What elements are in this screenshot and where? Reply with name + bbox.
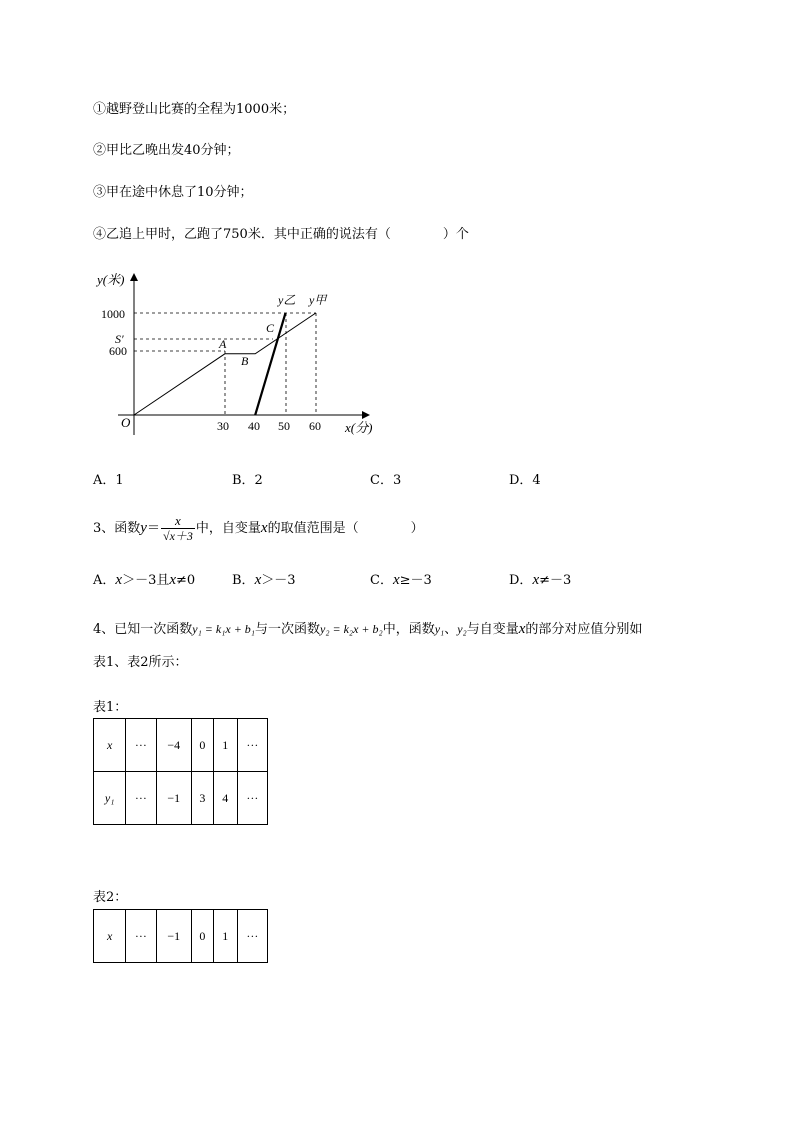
statement-3: ③甲在途中休息了10分钟； — [93, 185, 253, 200]
table2-cell: 0 — [191, 910, 213, 963]
tick-label-40: 40 — [248, 419, 260, 433]
q4-func2: y₂ = k₂x + b₂ — [320, 622, 383, 636]
x-axis-label: x(分) — [345, 420, 373, 435]
tick-label-1000: 1000 — [101, 307, 125, 321]
q3-option-b: B．x＞－3 — [232, 572, 296, 588]
table1-cell: 4 — [213, 772, 237, 825]
table1-cell: 3 — [191, 772, 213, 825]
distance-time-graph — [90, 265, 390, 445]
tick-label-600: 600 — [109, 344, 127, 358]
line-label-jia: y甲 — [309, 293, 327, 307]
origin-label: O — [121, 415, 131, 430]
q2-option-b: B．2 — [232, 473, 263, 488]
point-label-c: C — [266, 321, 275, 335]
point-label-b: B — [241, 354, 249, 368]
q3-option-c: C．x≥－3 — [370, 572, 432, 588]
question-4-line-1: 4、已知一次函数y₁ = k₁x + b₁与一次函数y₂ = k₂x + b₂中，函数y₁、y₂与自变量x的部分对应值分别如 — [93, 621, 643, 637]
q2-option-c: C．3 — [370, 473, 402, 488]
table1-cell: −4 — [156, 719, 191, 772]
q3-suffix2: 的取值范围是（ ） — [267, 521, 424, 536]
table1-cell: ··· — [237, 772, 267, 825]
table1-cell: ··· — [126, 719, 156, 772]
table1-cell: 1 — [213, 719, 237, 772]
table1-cell: y₁ — [94, 772, 126, 825]
q3-frac-num: x — [175, 512, 181, 528]
q2-option-a: A．1 — [93, 473, 124, 488]
tick-label-50: 50 — [278, 419, 290, 433]
table2-cell: x — [94, 910, 126, 963]
tick-label-sprime: S′ — [115, 332, 124, 346]
q3-y: y — [140, 520, 147, 536]
tick-label-60: 60 — [309, 419, 321, 433]
question-4-line-2: 表1、表2所示： — [93, 655, 188, 670]
q3-fraction — [161, 514, 195, 544]
table2-cell: ··· — [237, 910, 267, 963]
tick-label-30: 30 — [217, 419, 229, 433]
table2-cell: −1 — [156, 910, 191, 963]
table1-cell: ··· — [126, 772, 156, 825]
question-3 — [93, 513, 424, 544]
table-1 — [93, 718, 268, 825]
q3-prefix: 3、函数 — [93, 521, 141, 536]
table-2 — [93, 909, 268, 963]
statement-2: ②甲比乙晚出发40分钟； — [93, 143, 240, 158]
table1-cell: x — [94, 719, 126, 772]
q3-suffix1: 中，自变量 — [195, 521, 261, 536]
statement-4: ④乙追上甲时，乙跑了750米．其中正确的说法有（ ）个 — [93, 227, 469, 242]
q3-option-d: D．x≠－3 — [509, 572, 572, 588]
table2-caption: 表2： — [93, 890, 128, 905]
table1-cell: −1 — [156, 772, 191, 825]
table1-cell: ··· — [237, 719, 267, 772]
y-axis-label: y(米) — [97, 272, 125, 287]
q3-frac-den: √x＋3 — [162, 528, 193, 543]
table2-cell: ··· — [126, 910, 156, 963]
table2-cell: 1 — [213, 910, 237, 963]
statement-1: ①越野登山比赛的全程为1000米； — [93, 102, 296, 117]
table1-cell: 0 — [191, 719, 213, 772]
point-label-a: A — [219, 337, 227, 351]
q3-eq: ＝ — [146, 521, 160, 536]
q3-var: x — [260, 520, 268, 536]
q3-option-a: A．x＞－3且x≠0 — [93, 572, 196, 588]
table1-caption: 表1： — [93, 700, 128, 715]
q4-func1: y₁ = k₁x + b₁ — [192, 622, 255, 636]
q2-option-d: D．4 — [509, 473, 541, 488]
line-label-yi: y乙 — [278, 293, 296, 307]
